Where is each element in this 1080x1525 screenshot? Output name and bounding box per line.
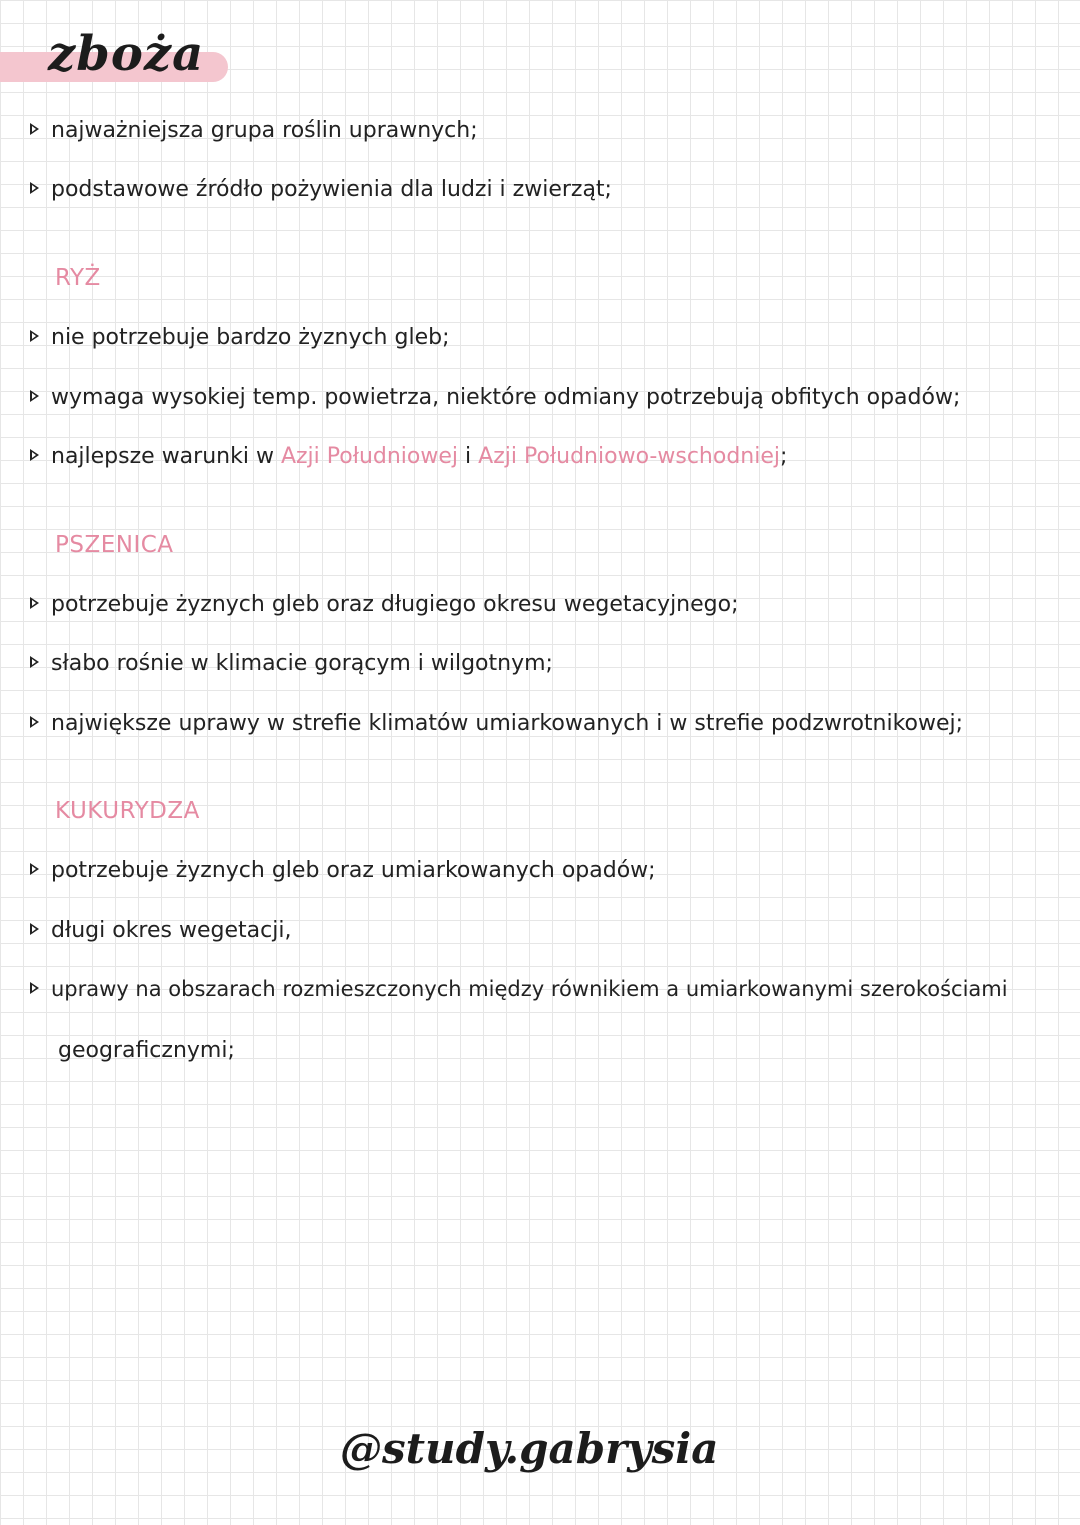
intro-item-1 bbox=[30, 118, 1050, 144]
intro-text-1: najważniejsza grupa roślin uprawnych; bbox=[51, 118, 478, 143]
ryz-text-3-end: ; bbox=[780, 444, 788, 469]
triangle-bullet-icon bbox=[30, 597, 39, 609]
page-title: zboża bbox=[48, 26, 205, 82]
pszenica-text-3: największe uprawy w strefie klimatów umiarkowanych i w strefie podzwrotnikowej; bbox=[51, 711, 964, 736]
section-heading-pszenica: PSZENICA bbox=[55, 532, 174, 558]
pszenica-item-2 bbox=[30, 651, 1050, 677]
ryz-item-1 bbox=[30, 325, 1050, 351]
triangle-bullet-icon bbox=[30, 656, 39, 668]
author-watermark: @study.gabrysia bbox=[340, 1424, 719, 1473]
pszenica-item-1 bbox=[30, 592, 1050, 618]
pszenica-text-2: słabo rośnie w klimacie gorącym i wilgotnym; bbox=[51, 651, 553, 676]
intro-item-2 bbox=[30, 177, 1050, 203]
triangle-bullet-icon bbox=[30, 123, 39, 135]
section-heading-kukurydza: KUKURYDZA bbox=[55, 798, 200, 824]
ryz-text-2: wymaga wysokiej temp. powietrza, niektóre odmiany potrzebują obfitych opadów; bbox=[51, 385, 961, 410]
triangle-bullet-icon bbox=[30, 716, 39, 728]
ryz-item-2 bbox=[30, 385, 1050, 411]
kukurydza-item-3 bbox=[30, 977, 1050, 1002]
triangle-bullet-icon bbox=[30, 182, 39, 194]
pszenica-text-1: potrzebuje żyznych gleb oraz długiego okresu wegetacyjnego; bbox=[51, 592, 739, 617]
section-heading-ryz: RYŻ bbox=[55, 265, 101, 291]
kukurydza-item-1 bbox=[30, 858, 1050, 884]
triangle-bullet-icon bbox=[30, 449, 39, 461]
intro-text-2: podstawowe źródło pożywienia dla ludzi i zwierząt; bbox=[51, 177, 612, 202]
ryz-text-3-conj: i bbox=[465, 444, 472, 469]
triangle-bullet-icon bbox=[30, 923, 39, 935]
region-azja-poludniowo-wschodnia: Azji Południowo-wschodniej bbox=[478, 444, 780, 469]
ryz-text-3-before: najlepsze warunki w bbox=[51, 444, 274, 469]
kukurydza-text-3-continuation: geograficznymi; bbox=[58, 1038, 235, 1063]
triangle-bullet-icon bbox=[30, 863, 39, 875]
region-azja-poludniowa: Azji Południowej bbox=[280, 444, 459, 469]
kukurydza-item-2 bbox=[30, 918, 1050, 944]
kukurydza-text-3: uprawy na obszarach rozmieszczonych między równikiem a umiarkowanymi szerokościami bbox=[51, 977, 1008, 1001]
ryz-item-3 bbox=[30, 444, 1050, 470]
triangle-bullet-icon bbox=[30, 390, 39, 402]
kukurydza-text-2: długi okres wegetacji, bbox=[51, 918, 292, 943]
ryz-text-1: nie potrzebuje bardzo żyznych gleb; bbox=[51, 325, 450, 350]
kukurydza-text-1: potrzebuje żyznych gleb oraz umiarkowanych opadów; bbox=[51, 858, 656, 883]
triangle-bullet-icon bbox=[30, 330, 39, 342]
triangle-bullet-icon bbox=[30, 982, 39, 994]
pszenica-item-3 bbox=[30, 711, 1050, 737]
